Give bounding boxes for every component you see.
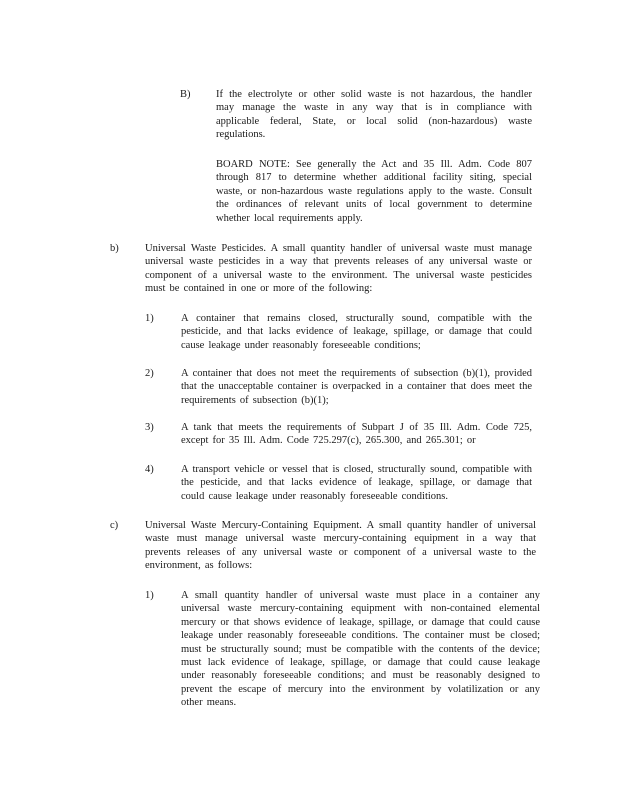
list-item bbox=[0, 589, 618, 717]
board-note-text: BOARD NOTE: See generally the Act and 35 Ill. Adm. Code 807 through 817 to determine whether additional facility siting, special waste, or non-hazardous waste regulations apply to the waste. Consult the ordinances of relevant units of local government to determine whether local requirements apply. bbox=[216, 159, 532, 224]
list-item-marker: 1) bbox=[145, 313, 154, 324]
list-item-marker: 2) bbox=[145, 368, 154, 379]
list-item-marker: 3) bbox=[145, 422, 154, 433]
list-item bbox=[0, 312, 618, 356]
list-item-text: A transport vehicle or vessel that is closed, structurally sound, compatible with the pesticide, and that lacks evidence of leakage, spillage, or damage that could cause leakage under reasonably foreseeable conditions. bbox=[181, 464, 532, 502]
subsection-text: Universal Waste Pesticides. A small quantity handler of universal waste must manage universal waste pesticides in a way that prevents releases of any universal waste or component of a universal waste to the environment. The universal waste pesticides must be contained in one or more of the following: bbox=[145, 243, 532, 295]
list-item bbox=[0, 463, 618, 507]
subsection-c bbox=[0, 519, 618, 577]
list-item-text: A tank that meets the requirements of Subpart J of 35 Ill. Adm. Code 725, except for 35 Ill. Adm. Code 725.297(c), 265.300, and 265.301; or bbox=[181, 422, 532, 447]
list-item-text: A container that does not meet the requirements of subsection (b)(1), provided that the unacceptable container is overpacked in a container that does meet the requirements of subsection (b)(1); bbox=[181, 368, 532, 406]
board-note bbox=[0, 158, 618, 228]
list-item-text: A small quantity handler of universal waste must place in a container any universal waste mercury-containing equipment with non-contained elemental mercury or that shows evidence of leakage, spillage, or damage that could cause leakage under reasonably foreseeable conditions. The container must be closed; must be structurally sound; must be compatible with the contents of the device; must lack evidence of leakage, spillage, or damage that could cause leakage under reasonably foreseeable conditions; and must be reasonably designed to prevent the escape of mercury into the environment by volatilization or any other means. bbox=[181, 590, 540, 709]
list-item-marker: 1) bbox=[145, 590, 154, 601]
subsection-B bbox=[0, 88, 618, 148]
subsection-text: If the electrolyte or other solid waste is not hazardous, the handler may manage the waste in any way that is in compliance with applicable federal, State, or local solid (non-hazardous) waste regulations. bbox=[216, 89, 532, 141]
subsection-text: Universal Waste Mercury-Containing Equipment. A small quantity handler of universal waste must manage universal waste mercury-containing equipment in a way that prevents releases of any universal waste or component of a universal waste to the environment, as follows: bbox=[145, 520, 536, 572]
subsection-marker: c) bbox=[110, 520, 119, 531]
list-item bbox=[0, 421, 618, 451]
subsection-marker: b) bbox=[110, 243, 119, 254]
subsection-marker: B) bbox=[180, 89, 191, 100]
subsection-b bbox=[0, 242, 618, 300]
list-item-marker: 4) bbox=[145, 464, 154, 475]
list-item-text: A container that remains closed, structurally sound, compatible with the pesticide, and that lacks evidence of leakage, spillage, or damage that could cause leakage under reasonably foreseeable conditions; bbox=[181, 313, 532, 351]
list-item bbox=[0, 367, 618, 411]
